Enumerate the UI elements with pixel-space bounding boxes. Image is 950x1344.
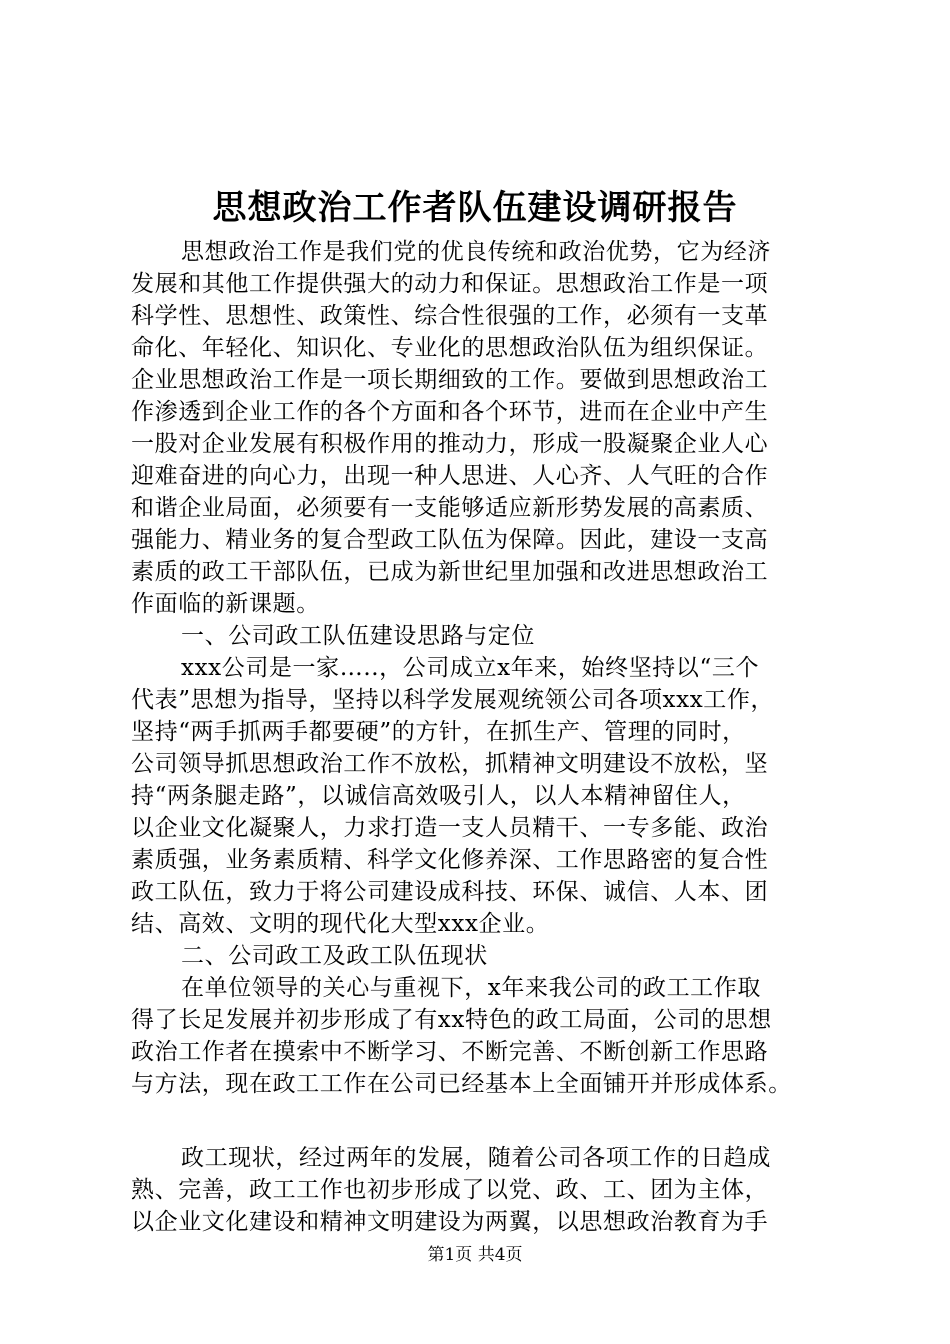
paragraph-line: 素质强，业务素质精、科学文化修养深、工作思路密的复合性 (131, 847, 769, 873)
paragraph-line: 作渗透到企业工作的各个方面和各个环节，进而在企业中产生 (131, 399, 769, 425)
paragraph-line: 公司领导抓思想政治工作不放松，抓精神文明建设不放松，坚 (131, 751, 769, 777)
paragraph-line: 和谐企业局面，必须要有一支能够适应新形势发展的高素质、 (131, 495, 769, 521)
paragraph-line: 持“两条腿走路”，以诚信高效吸引人，以人本精神留住人， (131, 783, 746, 809)
paragraph-line: 政治工作者在摸索中不断学习、不断完善、不断创新工作思路 (131, 1039, 769, 1065)
paragraph-line: 科学性、思想性、政策性、综合性很强的工作，必须有一支革 (131, 303, 769, 329)
section-heading: 一、公司政工队伍建设思路与定位 (181, 623, 535, 649)
document-body (131, 236, 831, 1238)
paragraph-line: 结、高效、文明的现代化大型xxx企业。 (131, 911, 550, 937)
section-heading: 二、公司政工及政工队伍现状 (181, 943, 488, 969)
paragraph-line: 命化、年轻化、知识化、专业化的思想政治队伍为组织保证。 (131, 335, 769, 361)
paragraph-line: xxx公司是一家…..，公司成立x年来，始终坚持以“三个 (181, 655, 760, 681)
paragraph-line: 政工现状，经过两年的发展，随着公司各项工作的日趋成 (181, 1145, 771, 1171)
document-title: 思想政治工作者队伍建设调研报告 (212, 188, 738, 228)
paragraph-line: 素质的政工干部队伍，已成为新世纪里加强和改进思想政治工 (131, 559, 769, 585)
paragraph-line: 在单位领导的关心与重视下，x年来我公司的政工工作取 (181, 975, 761, 1001)
paragraph-line: 政工队伍，致力于将公司建设成科技、环保、诚信、人本、团 (131, 879, 769, 905)
paragraph-line: 坚持“两手抓两手都要硬”的方针，在抓生产、管理的同时， (131, 719, 746, 745)
page-footer: 第1页 共4页 (427, 1245, 523, 1265)
paragraph-line: 代表”思想为指导，坚持以科学发展观统领公司各项xxx工作， (131, 687, 775, 713)
paragraph-line: 企业思想政治工作是一项长期细致的工作。要做到思想政治工 (131, 367, 769, 393)
paragraph-line: 以企业文化建设和精神文明建设为两翼，以思想政治教育为手 (131, 1209, 769, 1235)
paragraph-line: 作面临的新课题。 (131, 591, 320, 617)
paragraph-line: 熟、完善，政工工作也初步形成了以党、政、工、团为主体， (131, 1177, 769, 1203)
paragraph-line: 思想政治工作是我们党的优良传统和政治优势，它为经济 (181, 239, 771, 265)
paragraph-spacer (131, 1100, 831, 1142)
paragraph-line: 与方法，现在政工工作在公司已经基本上全面铺开并形成体系。 (131, 1071, 792, 1097)
paragraph-line: 发展和其他工作提供强大的动力和保证。思想政治工作是一项 (131, 271, 769, 297)
paragraph-line: 得了长足发展并初步形成了有xx特色的政工局面，公司的思想 (131, 1007, 772, 1033)
paragraph-line: 一股对企业发展有积极作用的推动力，形成一股凝聚企业人心 (131, 431, 769, 457)
paragraph-line: 强能力、精业务的复合型政工队伍为保障。因此，建设一支高 (131, 527, 769, 553)
paragraph-line: 迎难奋进的向心力，出现一种人思进、人心齐、人气旺的合作 (131, 463, 769, 489)
paragraph-line: 以企业文化凝聚人，力求打造一支人员精干、一专多能、政治 (131, 815, 769, 841)
